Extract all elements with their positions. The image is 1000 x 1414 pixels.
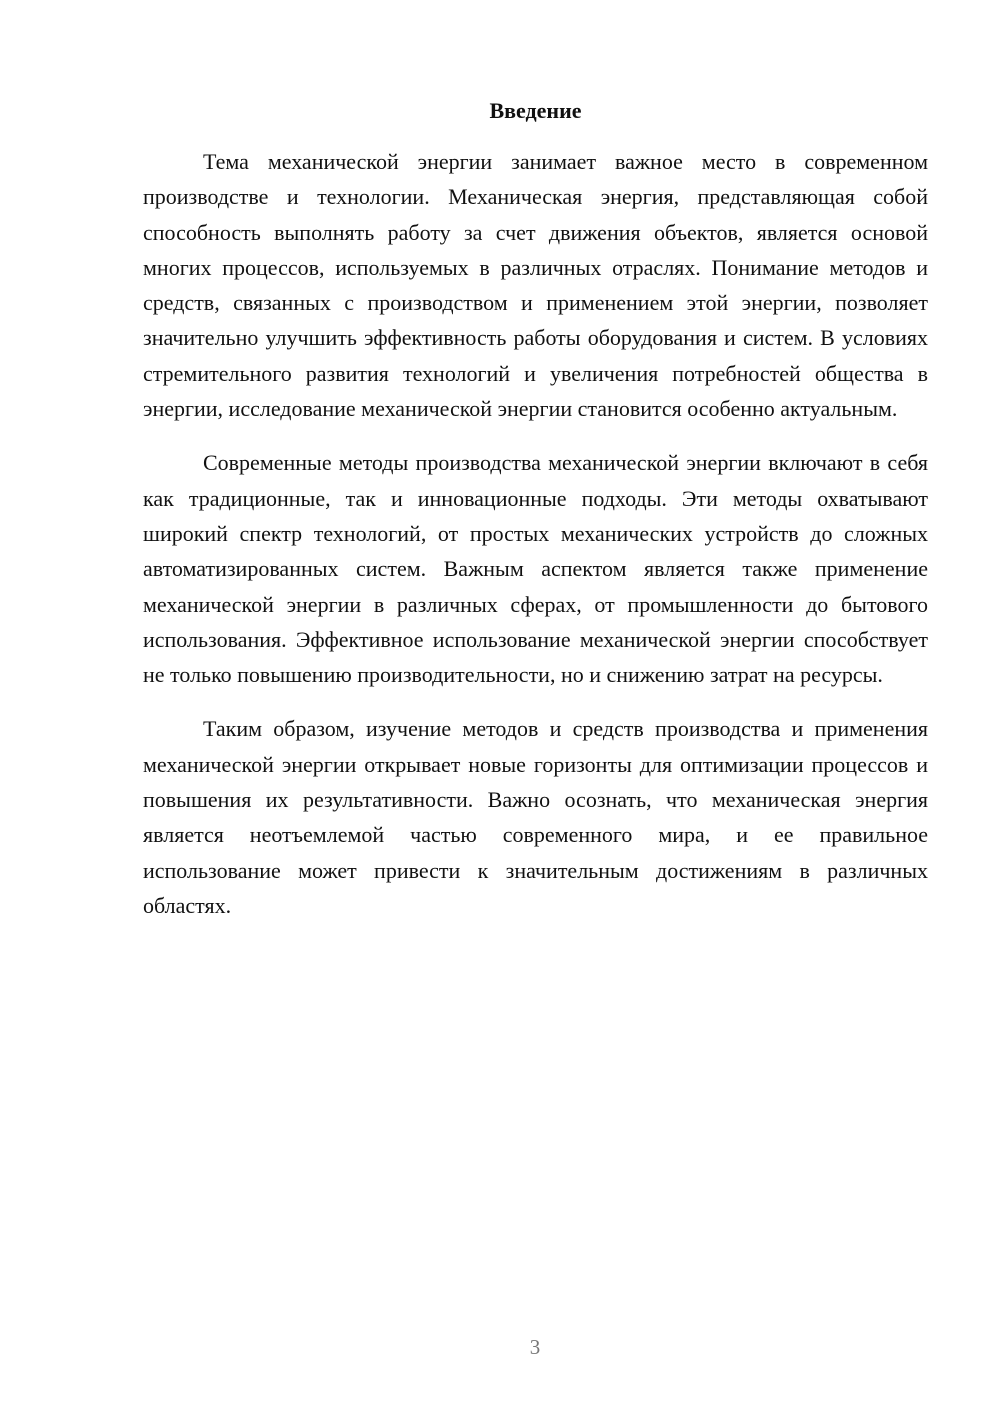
paragraph-3: Таким образом, изучение методов и средств производства и применения механической энергии открывает новые горизонты для оптимизации процессов и повышения их результативности. Важно осознать, что механическая энергия является неотъемлемой частью современного мира, и ее правильное использование может привести к значительным достижениям в различных областях. xyxy=(143,716,928,918)
paragraph-2: Современные методы производства механической энергии включают в себя как традиционные, так и инновационные подходы. Эти методы охватывают широкий спектр технологий, от простых механических устройств до сложных автоматизированных систем. Важным аспектом является также применение механической энергии в различных сферах, от промышленности до бытового использования. Эффективное использование механической энергии способствует не только повышению производительности, но и снижению затрат на ресурсы. xyxy=(143,450,928,688)
page-number: 3 xyxy=(529,1335,541,1359)
paragraph-1: Тема механической энергии занимает важное место в современном производстве и технологии. Механическая энергия, представляющая собой способность выполнять работу за счет движения объектов, является основой многих процессов, используемых в различных отраслях. Понимание методов и средств, связанных с производством и применением этой энергии, позволяет значительно улучшить эффективность работы оборудования и систем. В условиях стремительного развития технологий и увеличения потребностей общества в энергии, исследование механической энергии становится особенно актуальным. xyxy=(143,149,928,422)
section-title: Введение xyxy=(489,98,582,123)
page-content xyxy=(143,96,928,923)
